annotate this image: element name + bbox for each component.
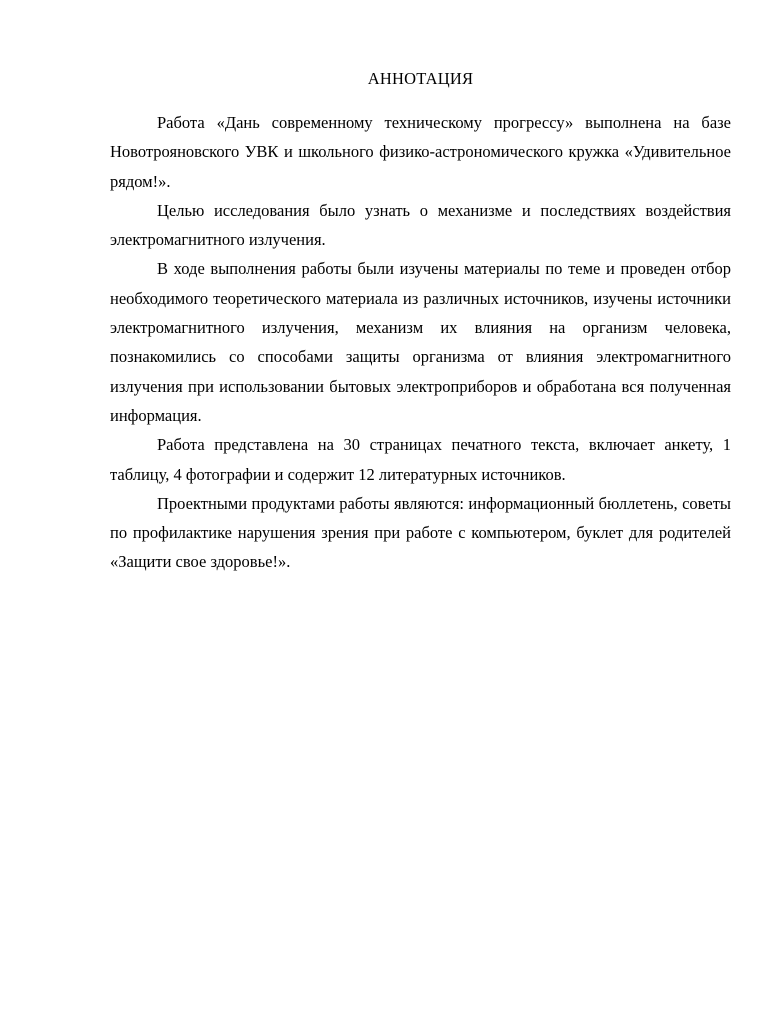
document-title: АННОТАЦИЯ [367, 69, 474, 88]
paragraph-work-progress: В ходе выполнения работы были изучены материалы по теме и проведен отбор необходимого теоретического материала из различных источников, изучены источники электромагнитного излучения, механизм их влияния на организм человека, познакомились со способами защиты организма от влияния электромагнитного излучения при использовании бытовых электроприборов и обработана вся полученная информация. [110, 259, 731, 425]
paragraph-research-goal: Целью исследования было узнать о механизме и последствиях воздействия электромагнитного излучения. [110, 200, 731, 250]
paragraph-project-products: Проектными продуктами работы являются: информационный бюллетень, советы по профилактике нарушения зрения при работе с компьютером, буклет для родителей «Защити свое здоровье!». [110, 493, 731, 572]
document-body [110, 108, 731, 577]
paragraph-work-basis: Работа «Дань современному техническому прогрессу» выполнена на базе Новотрояновского УВК и школьного физико-астрономического кружка «Удивительное рядом!». [110, 113, 731, 191]
paragraph-work-volume: Работа представлена на 30 страницах печатного текста, включает анкету, 1 таблицу, 4 фотографии и содержит 12 литературных источников. [110, 435, 731, 484]
